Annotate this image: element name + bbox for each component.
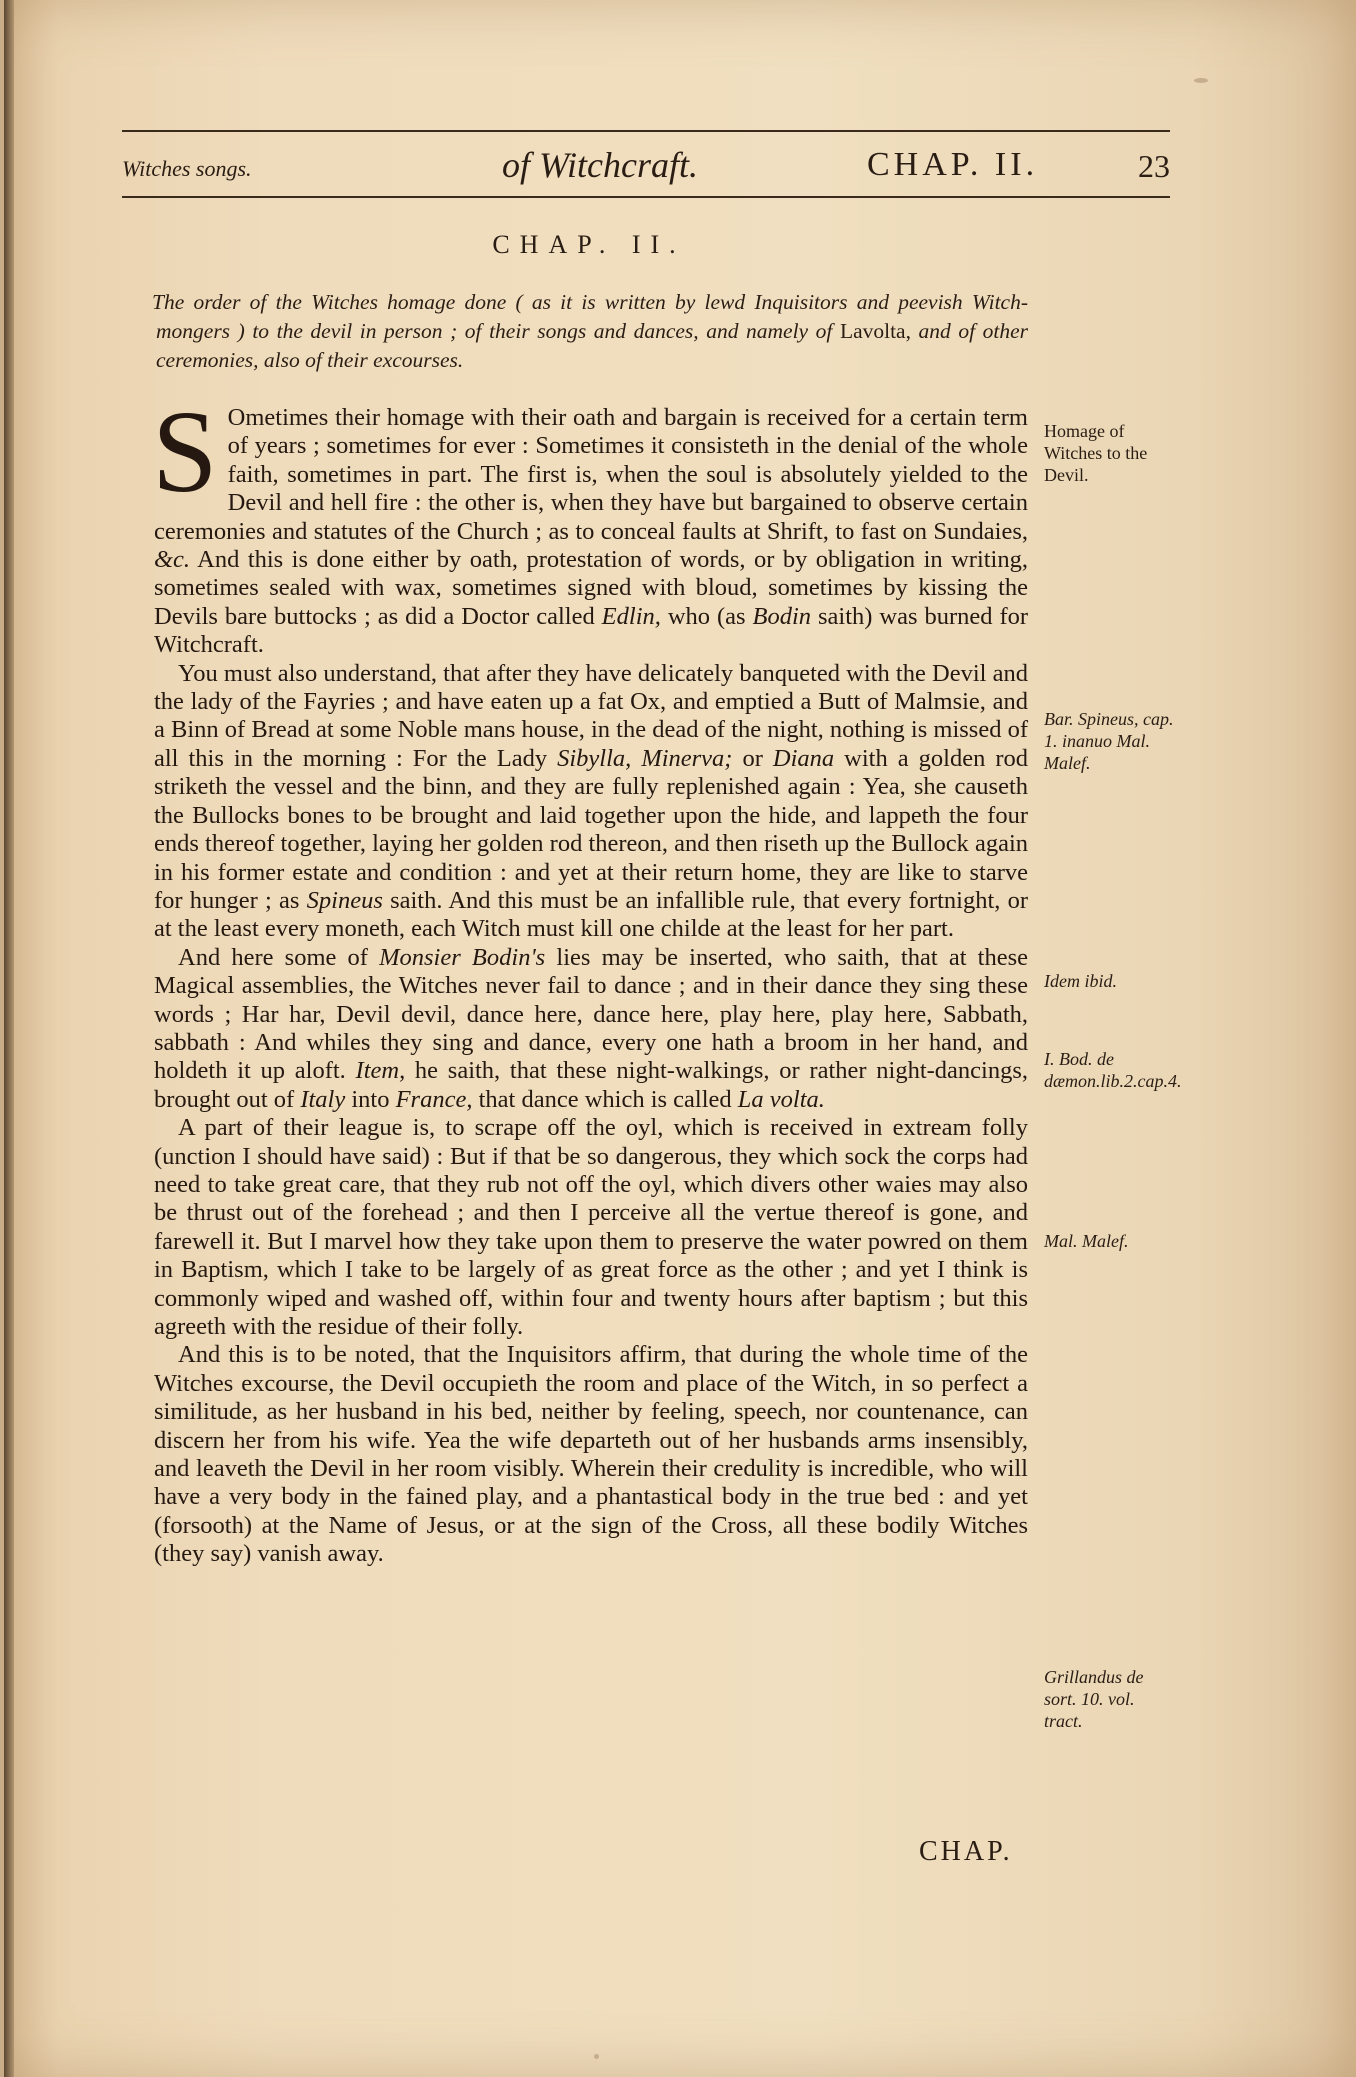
p2-text-b [631, 745, 641, 772]
page-number: 23 [1138, 148, 1170, 184]
paragraph-2 [154, 660, 1028, 944]
marginal-note-idem: Idem ibid. [1044, 971, 1117, 991]
p2-text-d: with a golden rod striketh the vessel and the binn, and they are fully replenished again : Yea, she causeth the Bullocks bones to be brought and laid together upon the hide, and lappeth the four ends thereof together, laying her golden rod thereon, and then riseth up the Bullock again in his former estate and condition : and yet at their return home, they are like to starve for hunger ; as [154, 744, 1028, 914]
running-head-left: Witches songs. [122, 156, 252, 181]
paragraph-4: A part of their league is, to scrape off the oyl, which is received in extream folly (unction I should have said) : But if that be so dangerous, they which sock the corps had need to take great care, that they rub not off the oyl, which divers other waies may also be thrust out of the forehead ; and then I perceive all the vertue thereof is gone, and farewell it. But I marvel how they take upon them to preserve the water powred on them in Baptism, which I take to be largely of as great force as the other ; and yet I think is commonly wiped and washed off, within four and twenty hours after baptism ; but this agreeth with the residue of their folly. [154, 1114, 1028, 1340]
body-text [152, 386, 1029, 1569]
ink-smudge [1194, 78, 1208, 83]
summary-part-2: and of other ceremonies, also of their excourses. [156, 319, 1028, 372]
p2-text-e: saith. And this must be an infallible rule, that every fortnight, or at the least every moneth, each Witch must kill one childe at the least for her part. [154, 886, 1028, 943]
p3-text-b: lies may be inserted, who saith, that at these Magical assemblies, the Witches never fail to dance ; and in their dance they sing these words ; Har har, Devil devil, dance here, dance here, play here, play here, Sabbath, sabbath : And whiles they sing and dance, every one hath a broom in her hand, and holdeth it up aloft. [154, 943, 1028, 1085]
chapter-heading: CHAP. II. [492, 230, 686, 259]
p3-text-e: that dance which is called [472, 1085, 738, 1113]
p1-text-d: saith) was burned for Witchcraft. [154, 602, 1029, 659]
p1-bodin: Bodin [752, 602, 812, 630]
catchword: CHAP. [919, 1836, 1013, 1867]
p1-etc: &c. [154, 546, 191, 574]
p3-lavolta: La volta. [737, 1085, 825, 1113]
p1-text-a: Ometimes their homage with their oath and bargain is received for a certain term of years ; sometimes for ever : Sometimes it consisteth in the denial of the whole faith, sometimes in part. The first is, when the soul is absolutely yielded to the Devil and hell fire : the other is, when they have but bargained to observe certain ceremonies and statutes of the Church ; as to conceal faults at Shrift, to fast on Sundaies, [154, 404, 1028, 545]
paragraph-5: And this is to be noted, that the Inquisitors affirm, that during the whole time of the Witches excourse, the Devil occupieth the room and place of the Witch, in so perfect a similitude, as her husband in his bed, neither by feeling, speech, nor countenance, can discern her from his wife. Yea the wife departeth out of her husbands arms insensibly, and leaveth the Devil in her room visibly. Wherein their credulity is incredible, who will have a very body in the fained play, and a phantastical body in the true bed : and yet (forsooth) at the Name of Jesus, or at the sign of the Cross, all these bodily Witches (they say) vanish away. [154, 1341, 1028, 1568]
p2-text-a: You must also understand, that after they have delicately banqueted with the Devil and the lady of the Fayries ; and have eaten up a fat Ox, and emptied a Butt of Malmsie, and a Binn of Bread at some Noble mans house, in the dead of the night, nothing is missed of all this in the morning : For the Lady [154, 659, 1028, 772]
p3-france: France, [395, 1085, 473, 1113]
p3-monsier: Monsier Bodin's [379, 943, 546, 971]
p2-spineus: Spineus [306, 886, 383, 914]
ink-speck [594, 2054, 599, 2059]
marginal-note-bodin: I. Bod. de dæmon.lib.2.cap.4. [1044, 1049, 1182, 1091]
marginal-note-grillandus: Grillandus de sort. 10. vol. tract. [1044, 1667, 1144, 1731]
p1-edlin: Edlin, [601, 602, 661, 630]
p3-italy: Italy [300, 1085, 346, 1113]
p2-minerva: Minerva; [641, 744, 733, 772]
paragraph-3 [154, 944, 1028, 1114]
p2-sibylla: Sibylla, [557, 744, 632, 772]
header-rule-top [122, 130, 1170, 132]
p1-text-c: who (as [660, 602, 753, 630]
header-rule-bottom [122, 196, 1170, 198]
summary-part-1: The order of the Witches homage done ( as it is written by lewd Inquisitors and peevish Witch-mongers ) to the devil in person ; of their songs and dances, and namely of [152, 290, 1028, 343]
p3-item: Item, [355, 1057, 406, 1085]
running-head-chapter: CHAP. II. [867, 146, 1039, 183]
p3-text-d: into [345, 1085, 396, 1113]
p3-text-a: And here some of [178, 943, 380, 971]
marginal-note-mal-malef: Mal. Malef. [1044, 1231, 1129, 1251]
chapter-summary [152, 288, 1028, 375]
book-page [4, 0, 1356, 2077]
p1-text-b: And this is done either by oath, protestation of words, or by obligation in writing, sometimes sealed with wax, sometimes signed with bloud, sometimes by kissing the Devils bare buttocks ; as did a Doctor called [154, 546, 1028, 630]
running-head [122, 142, 1170, 192]
p3-text-c: he saith, that these night-walkings, or rather night-dancings, brought out of [154, 1057, 1028, 1113]
p2-diana: Diana [772, 744, 835, 772]
marginal-note-spineus: Bar. Spineus, cap. 1. inanuo Mal. Malef. [1044, 709, 1174, 773]
marginal-note-homage: Homage of Witches to the Devil. [1044, 421, 1148, 485]
summary-lavolta: Lavolta, [839, 319, 911, 343]
p2-text-c: or [732, 744, 773, 772]
paragraph-1 [152, 386, 1029, 660]
running-head-title: of Witchcraft. [502, 145, 698, 185]
page-gutter [4, 0, 14, 2077]
drop-cap: S [152, 386, 218, 517]
